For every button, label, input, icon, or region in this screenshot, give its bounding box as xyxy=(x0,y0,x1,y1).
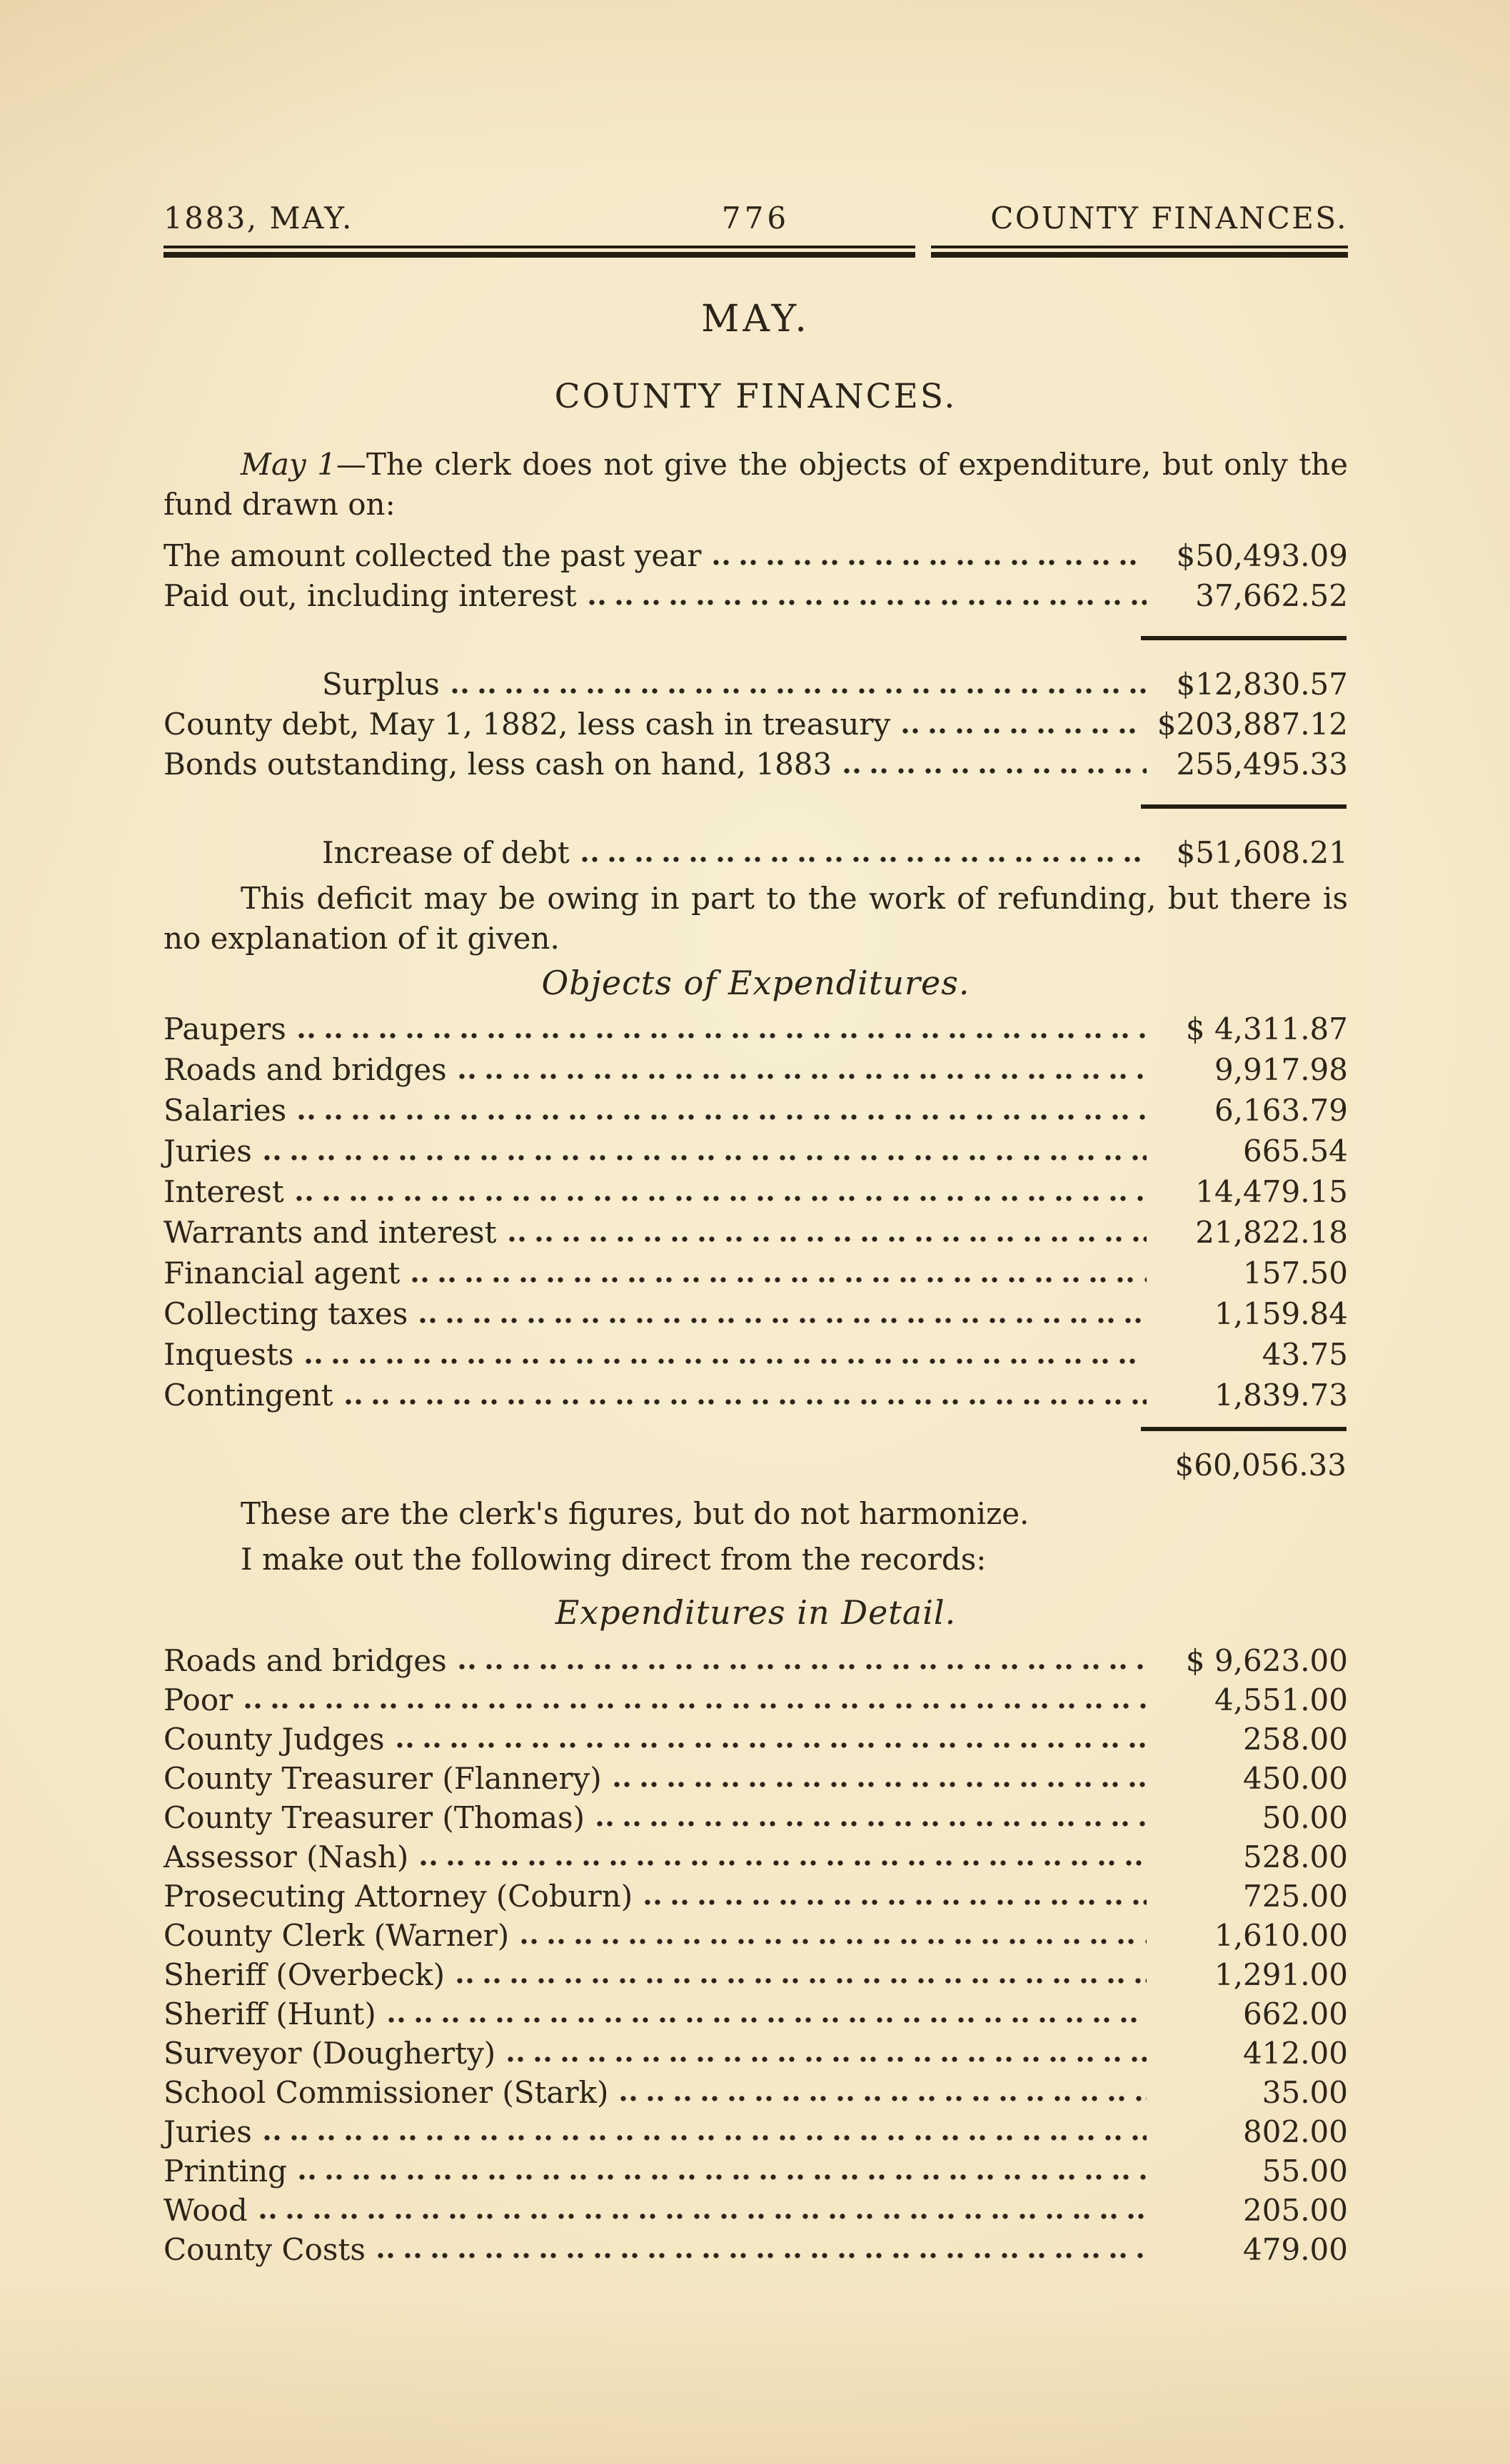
objects-ledger xyxy=(163,1009,1348,1485)
table-row xyxy=(163,1212,1348,1253)
dot-leader xyxy=(458,1662,1147,1672)
dot-leader xyxy=(620,2094,1147,2104)
ledger-amount: 725.00 xyxy=(1243,1879,1348,1914)
ledger-amount: 665.54 xyxy=(1243,1133,1348,1168)
dot-leader xyxy=(588,597,1147,607)
page-subtitle: COUNTY FINANCES. xyxy=(554,377,957,416)
ledger-label: County Treasurer (Flannery) xyxy=(163,1761,602,1796)
ledger-label: School Commissioner (Stark) xyxy=(163,2075,609,2110)
ledger-amount: 6,163.79 xyxy=(1214,1093,1348,1128)
ledger-amount: 1,839.73 xyxy=(1214,1378,1348,1413)
table-row xyxy=(163,665,1348,705)
table-row xyxy=(163,1090,1348,1131)
dot-leader xyxy=(396,1740,1147,1750)
ledger-label: Salaries xyxy=(163,1093,287,1128)
ledger-label: Sheriff (Hunt) xyxy=(163,1996,376,2031)
dot-leader xyxy=(377,2251,1147,2261)
table-row xyxy=(163,1641,1348,1680)
table-row xyxy=(163,1253,1348,1293)
table-row xyxy=(163,2112,1348,2151)
records-note: I make out the following direct from the records: xyxy=(241,1542,987,1577)
sum-rule xyxy=(1141,804,1347,809)
running-head xyxy=(163,198,1348,238)
ledger-amount: 55.00 xyxy=(1262,2154,1348,2188)
intro-text: —The clerk does not give the objects of expenditure, but only the fund drawn on: xyxy=(163,447,1348,522)
ledger-amount: 1,610.00 xyxy=(1214,1918,1348,1953)
table-row xyxy=(163,2073,1348,2112)
objects-total: $60,056.33 xyxy=(1174,1448,1347,1483)
ledger-label: Bonds outstanding, less cash on hand, 1883 xyxy=(163,747,832,782)
ledger-amount: 14,479.15 xyxy=(1195,1174,1348,1209)
table-row xyxy=(163,1009,1348,1049)
objects-section-heading: Objects of Expenditures. xyxy=(541,964,970,1002)
dot-leader xyxy=(507,2054,1147,2064)
ledger-amount: 50.00 xyxy=(1262,1800,1348,1835)
dot-leader xyxy=(902,726,1147,736)
table-row xyxy=(163,1131,1348,1171)
table-row xyxy=(163,576,1348,616)
ledger-label: County debt, May 1, 1882, less cash in treasury xyxy=(163,707,891,742)
running-head-title: COUNTY FINANCES. xyxy=(990,201,1348,236)
dot-leader xyxy=(581,854,1147,864)
table-row xyxy=(163,2191,1348,2230)
ledger-amount: $50,493.09 xyxy=(1176,538,1348,573)
detail-section-heading: Expenditures in Detail. xyxy=(555,1593,957,1632)
ledger-label: Inquests xyxy=(163,1337,294,1372)
table-row xyxy=(163,744,1348,784)
dot-leader xyxy=(244,1701,1147,1711)
dot-leader xyxy=(451,686,1147,696)
dot-leader xyxy=(298,1031,1147,1041)
table-row xyxy=(163,1375,1348,1415)
ledger-label: Juries xyxy=(163,2114,252,2149)
dot-leader xyxy=(296,1193,1147,1203)
table-row xyxy=(163,1877,1348,1916)
table-row xyxy=(163,1994,1348,2034)
deficit-note: This deficit may be owing in part to the work of refunding, but there is no explanation of it given. xyxy=(163,881,1348,956)
ledger-amount: 802.00 xyxy=(1243,2114,1348,2149)
dot-leader xyxy=(520,1937,1147,1947)
ledger-label: County Clerk (Warner) xyxy=(163,1918,510,1953)
dot-leader xyxy=(411,1275,1147,1285)
ledger-label: County Judges xyxy=(163,1722,385,1757)
ledger-label: Prosecuting Attorney (Coburn) xyxy=(163,1879,633,1914)
dot-leader xyxy=(644,1897,1147,1907)
dot-leader xyxy=(263,1153,1147,1163)
ledger-amount: 258.00 xyxy=(1243,1722,1348,1757)
dot-leader xyxy=(305,1356,1147,1366)
page-title: MAY. xyxy=(701,298,810,340)
ledger-amount: 528.00 xyxy=(1243,1839,1348,1874)
table-row xyxy=(163,1916,1348,1955)
ledger-amount: $203,887.12 xyxy=(1157,707,1348,742)
table-row xyxy=(163,1334,1348,1375)
fund-summary-ledger xyxy=(163,536,1348,873)
ledger-label: Contingent xyxy=(163,1378,333,1413)
ledger-amount: 479.00 xyxy=(1243,2232,1348,2267)
ledger-label: County Treasurer (Thomas) xyxy=(163,1800,585,1835)
ledger-amount: $ 4,311.87 xyxy=(1185,1011,1348,1046)
dot-leader xyxy=(596,1819,1147,1829)
dot-leader xyxy=(419,1316,1147,1326)
ledger-label: Interest xyxy=(163,1174,284,1209)
ledger-label: Increase of debt xyxy=(322,835,570,870)
ledger-amount: $ 9,623.00 xyxy=(1185,1643,1348,1678)
ledger-amount: 4,551.00 xyxy=(1214,1682,1348,1717)
ledger-label: Surplus xyxy=(322,667,440,702)
dot-leader xyxy=(843,766,1147,776)
ledger-label: Paupers xyxy=(163,1011,286,1046)
ledger-amount: 157.50 xyxy=(1243,1256,1348,1291)
dot-leader xyxy=(456,1976,1147,1986)
table-row xyxy=(163,1680,1348,1720)
running-head-date: 1883, MAY. xyxy=(163,201,353,236)
dot-leader xyxy=(420,1858,1147,1868)
ledger-label: Sheriff (Overbeck) xyxy=(163,1957,445,1992)
dot-leader xyxy=(458,1071,1147,1081)
table-row xyxy=(163,1837,1348,1877)
ledger-label: Wood xyxy=(163,2193,248,2228)
dot-leader xyxy=(298,1112,1147,1122)
detail-ledger xyxy=(163,1641,1348,2269)
ledger-label: Warrants and interest xyxy=(163,1215,497,1250)
table-row xyxy=(163,2034,1348,2073)
ledger-amount: 35.00 xyxy=(1262,2075,1348,2110)
ledger-amount: 43.75 xyxy=(1262,1337,1348,1372)
dot-leader xyxy=(259,2211,1147,2221)
dot-leader xyxy=(388,2015,1147,2025)
table-row xyxy=(163,1955,1348,1994)
ledger-amount: 412.00 xyxy=(1243,2036,1348,2071)
intro-paragraph xyxy=(163,445,1348,525)
sum-rule xyxy=(1141,636,1347,640)
ledger-label: Surveyor (Dougherty) xyxy=(163,2036,496,2071)
ledger-amount: $51,608.21 xyxy=(1176,835,1348,870)
ledger-amount: $12,830.57 xyxy=(1176,667,1348,702)
table-row xyxy=(163,1049,1348,1090)
ledger-label: Financial agent xyxy=(163,1256,401,1291)
dot-leader xyxy=(345,1397,1147,1407)
ledger-label: County Costs xyxy=(163,2232,366,2267)
table-row xyxy=(163,1720,1348,1759)
ledger-label: Paid out, including interest xyxy=(163,578,577,613)
page-number: 776 xyxy=(721,201,790,236)
table-row xyxy=(163,1171,1348,1212)
dot-leader xyxy=(508,1234,1147,1244)
dot-leader xyxy=(613,1779,1147,1789)
ledger-label: Roads and bridges xyxy=(163,1643,447,1678)
table-row xyxy=(163,2230,1348,2269)
table-row xyxy=(163,1293,1348,1334)
ledger-amount: 37,662.52 xyxy=(1195,578,1348,613)
ledger-amount: 205.00 xyxy=(1243,2193,1348,2228)
ledger-label: Juries xyxy=(163,1133,252,1168)
header-rule-left-segment xyxy=(163,246,915,258)
table-row xyxy=(163,2151,1348,2191)
table-row xyxy=(163,1759,1348,1798)
ledger-amount: 450.00 xyxy=(1243,1761,1348,1796)
ledger-amount: 255,495.33 xyxy=(1176,747,1348,782)
dot-leader xyxy=(263,2133,1147,2143)
ledger-label: Collecting taxes xyxy=(163,1296,408,1331)
ledger-label: Roads and bridges xyxy=(163,1052,447,1087)
sum-rule xyxy=(1141,1427,1347,1431)
table-row xyxy=(163,536,1348,576)
ledger-amount: 1,159.84 xyxy=(1214,1296,1348,1331)
ledger-label: The amount collected the past year xyxy=(163,538,702,573)
ledger-amount: 1,291.00 xyxy=(1214,1957,1348,1992)
clerk-note: These are the clerk's figures, but do not harmonize. xyxy=(241,1496,1030,1531)
ledger-label: Printing xyxy=(163,2154,288,2188)
header-rule-right-segment xyxy=(931,246,1348,258)
dot-leader xyxy=(713,557,1147,567)
ledger-amount: 9,917.98 xyxy=(1214,1052,1348,1087)
table-row xyxy=(163,1798,1348,1837)
table-row xyxy=(163,833,1348,873)
ledger-label: Poor xyxy=(163,1682,233,1717)
header-rule xyxy=(163,246,1348,258)
dot-leader xyxy=(298,2172,1147,2182)
ledger-label: Assessor (Nash) xyxy=(163,1839,409,1874)
intro-date: May 1 xyxy=(241,447,336,482)
ledger-amount: 21,822.18 xyxy=(1195,1215,1348,1250)
ledger-amount: 662.00 xyxy=(1243,1996,1348,2031)
table-row xyxy=(163,705,1348,744)
